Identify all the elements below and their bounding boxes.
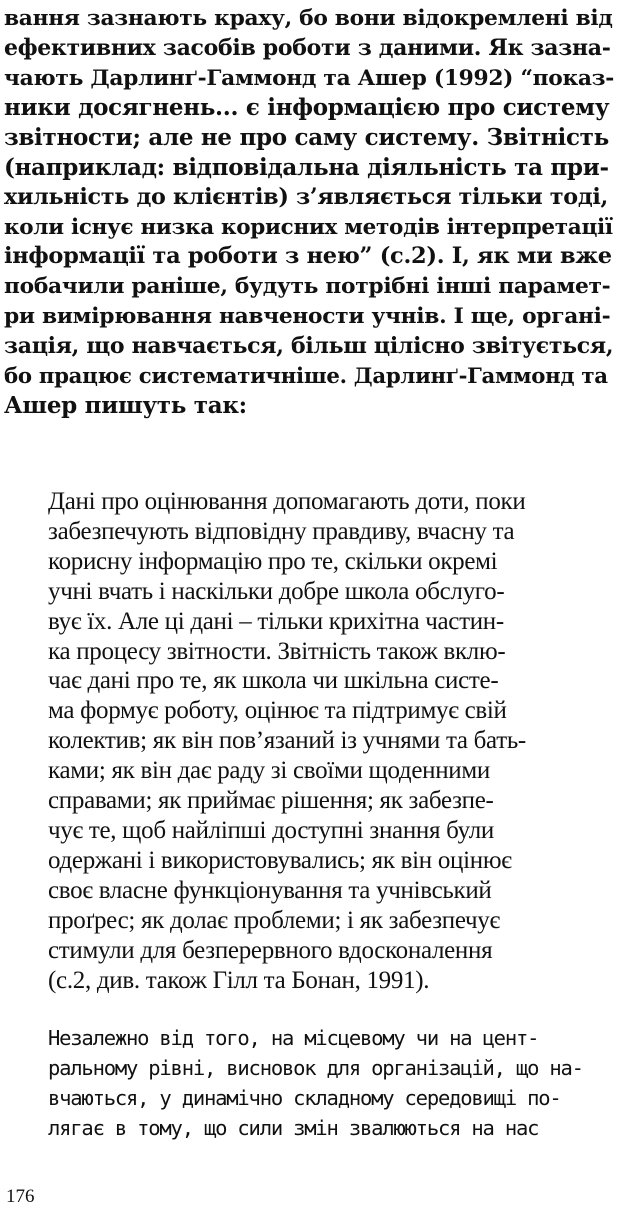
- text-line: лягає в тому, що сили змін звалюються на нас: [48, 1116, 539, 1140]
- quote-line: учні вчать і наскільки добре школа обслуго-: [48, 577, 505, 605]
- text-line: ефективних засобів роботи з даними. Як зазна-: [4, 34, 611, 61]
- text-line: хильність до клієнтів) з’являється тільки тоді,: [4, 183, 608, 210]
- quote-line: чає дані про те, як школа чи шкільна систе-: [48, 667, 499, 695]
- quote-line: колектив; як він пов’язаний із учнями та бать-: [48, 727, 526, 755]
- text-line: побачили раніше, будуть потрібні інші парамет-: [4, 274, 611, 300]
- text-line: вчаються, у динамічно складному середовищі по-: [48, 1086, 561, 1110]
- text-line: ри вимірювання навчености учнів. І ще, органі-: [4, 303, 611, 329]
- quote-line: корисну інформацію про те, скільки окремі: [48, 547, 498, 575]
- page-number: 176: [6, 1186, 35, 1207]
- quote-line: чує те, щоб найліпші доступні знання були: [48, 816, 494, 844]
- quote-line: (с.2, див. також Гілл та Бонан, 1991).: [48, 966, 430, 994]
- body-paragraph-2: [48, 1023, 614, 1143]
- quote-line: ка процесу звітности. Звітність також вклю-: [48, 637, 506, 665]
- text-line: Незалежно від того, на місцевому чи на цент-: [48, 1026, 539, 1050]
- text-line: зація, що навчається, більш цілісно звітується,: [4, 332, 614, 359]
- quote-line: своє власне функціонування та учнівський: [48, 876, 492, 904]
- text-line: інформації та роботи з нею” (с.2). І, як ми вже: [4, 243, 612, 270]
- quote-line: одержані і використовувались; як він оцінює: [48, 846, 512, 874]
- quote-line: Дані про оцінювання допомагають доти, поки: [48, 488, 526, 515]
- text-line: чають Дарлинґ-Гаммонд та Ашер (1992) “показ-: [4, 65, 614, 91]
- text-line: коли існує низка корисних методів інтерпретації: [4, 214, 613, 240]
- text-line: ники досягнень... є інформацією про систему: [4, 94, 610, 122]
- quote-line: стимули для безперервного вдосконалення: [48, 936, 493, 964]
- text-line: звітности; але не про саму систему. Звітність: [4, 124, 609, 152]
- text-line: вання зазнають краху, бо вони відокремлені від: [4, 6, 613, 31]
- block-quote: [48, 487, 614, 995]
- body-paragraph-1: [4, 4, 614, 421]
- quote-line: справами; як приймає рішення; як забезпе-: [48, 787, 494, 815]
- text-line: ральному рівні, висновок для організацій, що на-: [48, 1056, 583, 1080]
- text-line: бо працює систематичніше. Дарлинґ-Гаммонд та: [4, 363, 608, 389]
- quote-line: ма формує роботу, оцінює та підтримує свій: [48, 697, 507, 725]
- text-line: Ашер пишуть так:: [4, 392, 247, 420]
- quote-line: проґрес; як долає проблеми; і як забезпечує: [48, 906, 500, 934]
- quote-line: вує їх. Але ці дані – тільки крихітна частин-: [48, 607, 504, 635]
- quote-line: ками; як він дає раду зі своїми щоденними: [48, 757, 490, 785]
- quote-line: забезпечують відповідну правдиву, вчасну та: [48, 517, 515, 545]
- text-line: (наприклад: відповідальна діяльність та при-: [4, 153, 609, 181]
